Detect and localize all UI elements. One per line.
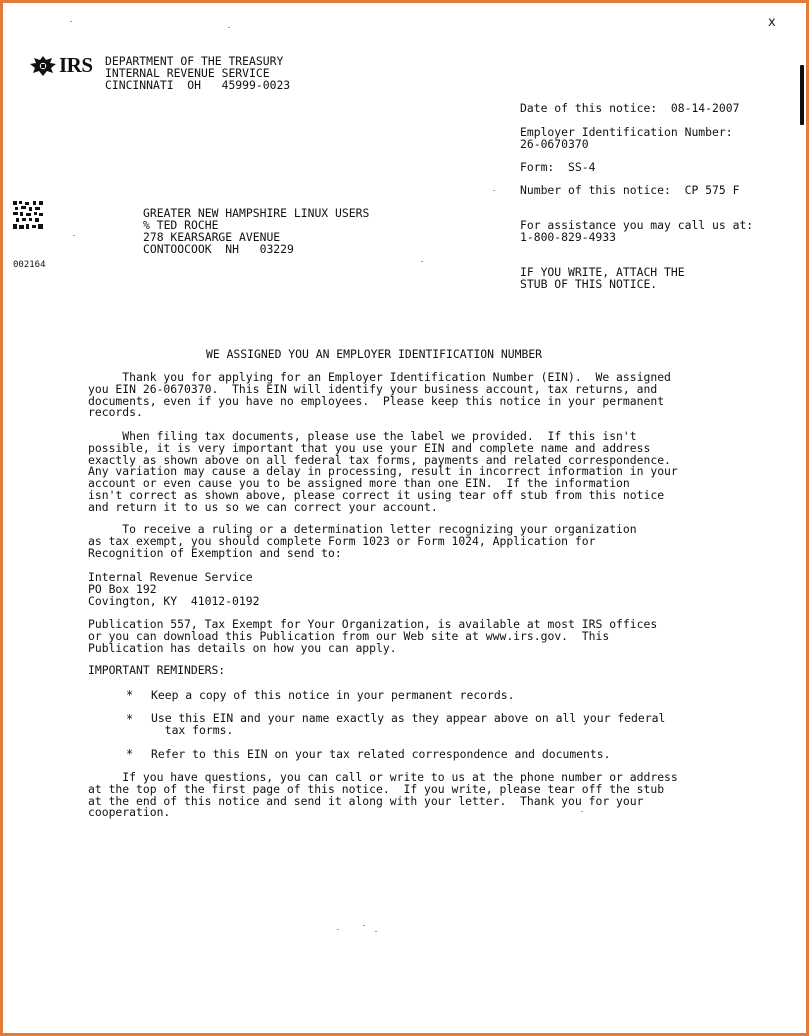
- agency-city: CINCINNATI OH 45999-0023: [105, 78, 291, 92]
- ein-value: 26-0670370: [520, 137, 589, 151]
- department-name: DEPARTMENT OF THE TREASURY: [105, 54, 284, 68]
- scrollbar[interactable]: [794, 3, 806, 1033]
- notice-heading: WE ASSIGNED YOU AN EMPLOYER IDENTIFICATION NUMBER: [206, 347, 543, 361]
- notice-date: Date of this notice: 08-14-2007: [520, 101, 740, 115]
- irs-logo: [28, 53, 93, 78]
- ein-label: Employer Identification Number:: [520, 125, 733, 139]
- recipient-code: 002164: [13, 260, 46, 270]
- scan-speck: [70, 21, 72, 22]
- scan-speck: [421, 261, 423, 262]
- scan-speck: [363, 925, 365, 926]
- recipient-street: 278 KEARSARGE AVENUE: [143, 230, 281, 244]
- paragraph-filing: When filing tax documents, please use the label we provided. If this isn't possible, it is very important that you use your EIN and complete name and address exactly as shown above on all federal tax forms, payments and related correspondence. Any variation may cause a delay in processing, result in incorrect information in your account or even cause you to be assigned more than one EIN. If the information isn't correct as shown above, please correct it using tear off stub from this notice and return it to us so we can correct your account.: [88, 429, 678, 514]
- barcode-icon: [13, 201, 43, 229]
- irs-mailing-address: Internal Revenue Service PO Box 192 Covington, KY 41012-0192: [88, 570, 260, 608]
- reminder-item: Use this EIN and your name exactly as they appear above on all your federal tax forms.: [151, 711, 666, 737]
- paragraph-questions: If you have questions, you can call or write to us at the phone number or address at the top of the first page of this notice. If you write, please tear off the stub at the end of this notice and send it along with your letter. Thank you for your cooperation.: [88, 770, 678, 820]
- assistance-label: For assistance you may call us at:: [520, 218, 754, 232]
- paragraph-ein-assigned: Thank you for applying for an Employer Identification Number (EIN). We assigned you EIN 26-0670370. This EIN will identify your business account, tax returns, and documents, even if you have no employees. Please keep this notice in your permanent records.: [88, 370, 671, 420]
- paragraph-exemption: To receive a ruling or a determination letter recognizing your organization as tax exempt, you should complete Form 1023 or Form 1024, Application for Recognition of Exemption and send to:: [88, 522, 637, 560]
- reminder-bullet: *: [126, 747, 134, 761]
- recipient-attention: % TED ROCHE: [143, 218, 219, 232]
- service-name: INTERNAL REVENUE SERVICE: [105, 66, 270, 80]
- reminder-item: Keep a copy of this notice in your permanent records.: [151, 688, 515, 702]
- reminder-bullet: *: [126, 688, 134, 702]
- close-icon[interactable]: x: [768, 15, 776, 30]
- scan-speck: [375, 931, 377, 932]
- scan-speck: [73, 235, 75, 236]
- recipient-name: GREATER NEW HAMPSHIRE LINUX USERS: [143, 206, 370, 220]
- paragraph-publication: Publication 557, Tax Exempt for Your Organization, is available at most IRS offices or you can download this Publication from our Web site at www.irs.gov. This Publication has details on how you can apply.: [88, 617, 658, 655]
- scan-speck: [228, 27, 230, 28]
- scrollbar-thumb[interactable]: [800, 65, 804, 125]
- irs-logo-text: IRS: [59, 53, 93, 77]
- notice-number: Number of this notice: CP 575 F: [520, 183, 740, 197]
- scan-speck: [337, 929, 339, 930]
- eagle-icon: [28, 54, 58, 78]
- form-number: Form: SS-4: [520, 160, 596, 174]
- reminder-item: Refer to this EIN on your tax related correspondence and documents.: [151, 747, 611, 761]
- reminders-title: IMPORTANT REMINDERS:: [88, 663, 226, 677]
- attach-stub-line-2: STUB OF THIS NOTICE.: [520, 277, 658, 291]
- attach-stub-line-1: IF YOU WRITE, ATTACH THE: [520, 265, 685, 279]
- scan-speck: [581, 811, 583, 812]
- assistance-phone: 1-800-829-4933: [520, 230, 617, 244]
- recipient-city: CONTOOCOOK NH 03229: [143, 242, 294, 256]
- scan-speck: [493, 190, 495, 191]
- reminder-bullet: *: [126, 712, 134, 726]
